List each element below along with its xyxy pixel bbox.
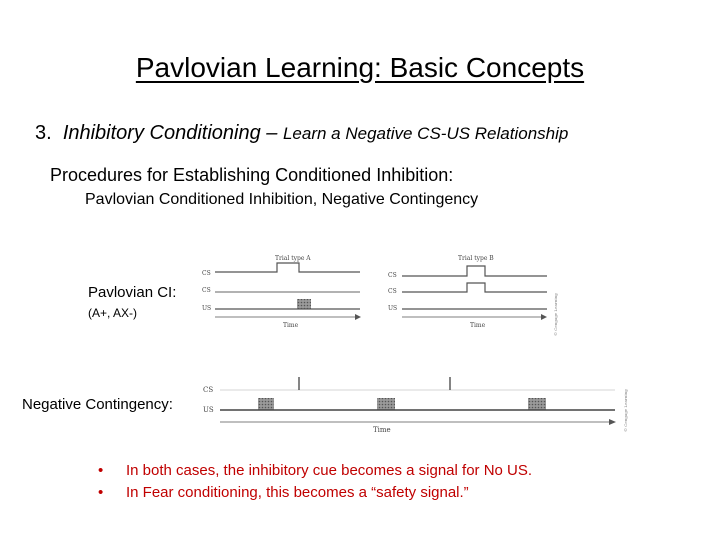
trial-b-label: Trial type B bbox=[458, 255, 494, 262]
trial-b-watermark: © Cengage Learning bbox=[553, 293, 558, 336]
trial-type-b-panel bbox=[388, 255, 558, 336]
bullet-item bbox=[98, 460, 532, 482]
bullet-item bbox=[98, 482, 532, 504]
trial-a-time-arrow bbox=[355, 314, 361, 320]
section-subtitle: Learn a Negative CS-US Relationship bbox=[282, 124, 569, 143]
bullet-text: In Fear conditioning, this becomes a “safety signal.” bbox=[126, 484, 469, 501]
section-number: 3. bbox=[35, 122, 52, 144]
pavlovian-ci-diagram bbox=[195, 250, 565, 340]
procedures-label: Procedures for Establishing Conditioned Inhibition: bbox=[50, 165, 454, 185]
section-dash: – bbox=[266, 122, 278, 144]
negative-contingency-label: Negative Contingency: bbox=[22, 396, 173, 413]
trial-a-row-cs2: CS bbox=[202, 287, 211, 294]
trial-b-row-cs2: CS bbox=[388, 288, 397, 295]
bullet-list bbox=[98, 460, 532, 504]
nc-watermark: © Cengage Learning bbox=[623, 389, 628, 432]
trial-type-a-panel bbox=[202, 255, 361, 329]
section-title: Inhibitory Conditioning bbox=[62, 122, 261, 144]
procedures-subtitle: Pavlovian Conditioned Inhibition, Negative Contingency bbox=[85, 191, 479, 208]
section-heading bbox=[35, 122, 568, 145]
trial-a-row-us: US bbox=[202, 305, 212, 312]
trial-b-row-us: US bbox=[388, 305, 398, 312]
trial-b-time-arrow bbox=[541, 314, 547, 320]
trial-b-time-label: Time bbox=[470, 322, 486, 329]
nc-us-block-3 bbox=[528, 398, 546, 410]
trial-a-cs1-line bbox=[215, 263, 360, 272]
pavlovian-ci-sublabel: (A+, AX-) bbox=[88, 306, 138, 320]
trial-a-row-cs1: CS bbox=[202, 270, 211, 277]
nc-us-block-1 bbox=[258, 398, 274, 410]
bullet-icon: • bbox=[98, 484, 104, 501]
nc-us-block-2 bbox=[377, 398, 395, 410]
nc-time-arrow bbox=[609, 419, 616, 425]
trial-a-us-block bbox=[297, 299, 311, 309]
trial-a-label: Trial type A bbox=[275, 255, 311, 262]
negative-contingency-diagram bbox=[195, 370, 635, 440]
bullet-text: In both cases, the inhibitory cue becomes a signal for No US. bbox=[126, 462, 533, 479]
nc-time-label: Time bbox=[373, 426, 391, 434]
trial-b-cs2-line bbox=[402, 283, 547, 292]
page-title: Pavlovian Learning: Basic Concepts bbox=[135, 52, 585, 83]
trial-a-time-label: Time bbox=[283, 322, 299, 329]
trial-b-cs1-line bbox=[402, 266, 547, 276]
pavlovian-ci-label: Pavlovian CI: bbox=[88, 284, 177, 301]
nc-row-cs: CS bbox=[203, 386, 214, 394]
trial-b-row-cs1: CS bbox=[388, 272, 397, 279]
nc-row-us: US bbox=[203, 406, 214, 414]
bullet-icon: • bbox=[98, 462, 104, 479]
